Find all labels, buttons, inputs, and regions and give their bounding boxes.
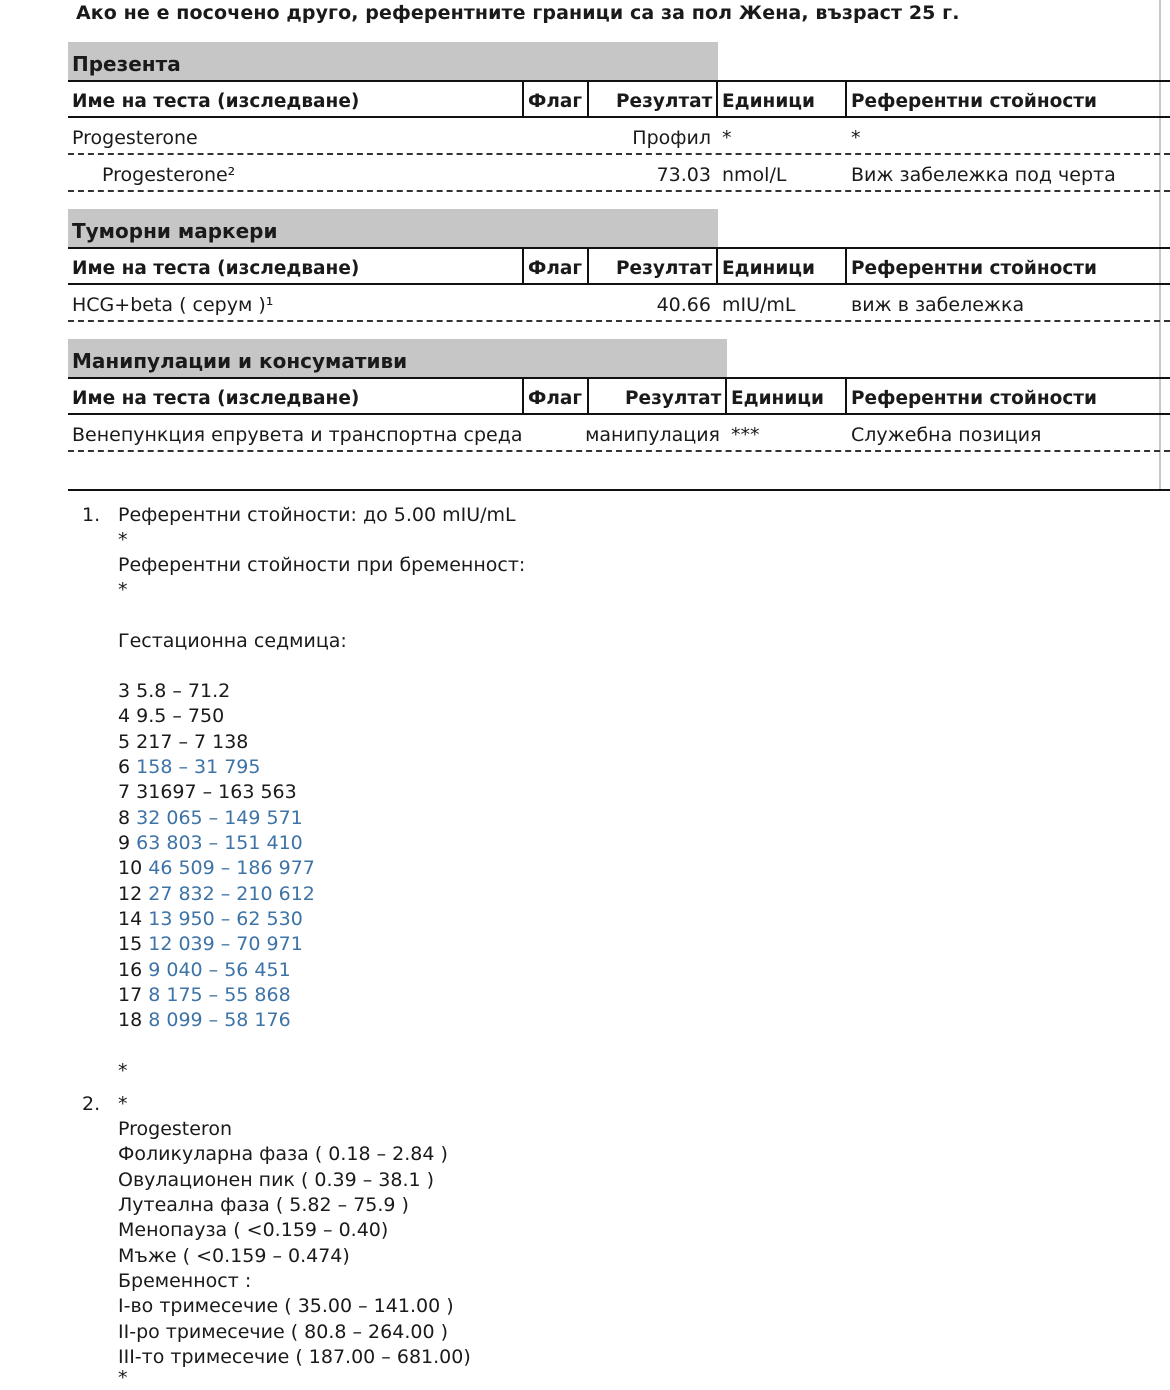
week-number: 18 — [118, 1009, 143, 1031]
section-title: Туморни маркери — [68, 209, 718, 247]
week-row — [118, 832, 303, 854]
col-separator — [587, 379, 589, 413]
test-result: 40.66 — [656, 294, 711, 316]
note-line: Референтни стойности при бременност: — [118, 554, 526, 576]
note-line: III-то тримесечие ( 187.00 – 681.00) — [118, 1346, 471, 1368]
col-ref: Референтни стойности — [851, 258, 1097, 279]
test-units: * — [722, 127, 732, 149]
note-line: * — [118, 1060, 128, 1082]
col-separator — [845, 249, 847, 283]
week-range-link[interactable]: 9 040 – 56 451 — [148, 959, 291, 981]
note-line: * — [118, 579, 128, 601]
week-range-link[interactable]: 8 099 – 58 176 — [148, 1009, 291, 1031]
note-line: Лутеална фаза ( 5.82 – 75.9 ) — [118, 1194, 409, 1216]
col-ref: Референтни стойности — [851, 91, 1097, 112]
week-number: 16 — [118, 959, 143, 981]
note-line: II-ро тримесечие ( 80.8 – 264.00 ) — [118, 1321, 448, 1343]
note-line: Менопауза ( <0.159 – 0.40) — [118, 1219, 389, 1241]
col-separator — [522, 379, 524, 413]
section-presenta — [68, 42, 1170, 192]
week-number: 15 — [118, 933, 143, 955]
test-units: mIU/mL — [722, 294, 796, 316]
col-units: Единици — [722, 258, 815, 279]
week-row — [118, 933, 303, 955]
note-line: * — [118, 1367, 128, 1389]
col-separator — [522, 249, 524, 283]
test-result: 73.03 — [656, 164, 711, 186]
table-row — [68, 415, 1170, 452]
week-range-link[interactable]: 158 – 31 795 — [136, 756, 261, 778]
section-title: Презента — [68, 42, 718, 80]
week-range-link[interactable]: 13 950 – 62 530 — [148, 908, 303, 930]
table-header — [68, 80, 1170, 118]
week-row — [118, 1009, 291, 1031]
col-result: Резултат — [616, 91, 713, 112]
col-name: Име на теста (изследване) — [72, 91, 360, 112]
col-result: Резултат — [616, 258, 713, 279]
week-number: 5 — [118, 731, 131, 753]
week-range-link[interactable]: 63 803 – 151 410 — [136, 832, 303, 854]
note-line: Бременност : — [118, 1270, 252, 1292]
footnote-divider — [68, 489, 1170, 491]
test-name: Progesterone² — [102, 164, 236, 186]
col-result: Резултат — [625, 388, 722, 409]
test-ref: Служебна позиция — [851, 424, 1042, 446]
section-manipulations — [68, 339, 1170, 452]
test-units: nmol/L — [722, 164, 787, 186]
col-separator — [725, 379, 727, 413]
week-row — [118, 807, 303, 829]
week-range: 9.5 – 750 — [136, 705, 225, 727]
note-line: Фоликуларна фаза ( 0.18 – 2.84 ) — [118, 1143, 448, 1165]
week-number: 17 — [118, 984, 143, 1006]
week-number: 7 — [118, 781, 131, 803]
test-ref: * — [851, 127, 861, 149]
week-number: 14 — [118, 908, 143, 930]
col-flag: Флаг — [528, 258, 583, 279]
test-name: Венепункция епрувета и транспортна среда — [72, 424, 523, 446]
week-number: 8 — [118, 807, 131, 829]
test-result: Профил — [632, 127, 711, 149]
col-ref: Референтни стойности — [851, 388, 1097, 409]
test-name: Progesterone — [72, 127, 198, 149]
col-flag: Флаг — [528, 388, 583, 409]
col-units: Единици — [731, 388, 824, 409]
week-row — [118, 908, 303, 930]
week-number: 4 — [118, 705, 131, 727]
table-row — [68, 118, 1170, 155]
week-range-link[interactable]: 27 832 – 210 612 — [148, 883, 315, 905]
week-range: 31697 – 163 563 — [136, 781, 297, 803]
week-number: 10 — [118, 857, 143, 879]
col-separator — [716, 82, 718, 116]
table-header — [68, 377, 1170, 415]
col-separator — [716, 249, 718, 283]
col-separator — [587, 82, 589, 116]
section-tumor-markers — [68, 209, 1170, 322]
footnote-number: 2. — [82, 1093, 101, 1115]
week-range: 217 – 7 138 — [136, 731, 249, 753]
section-title: Манипулации и консумативи — [68, 339, 727, 377]
table-header — [68, 247, 1170, 285]
note-line: Progesteron — [118, 1118, 232, 1140]
col-flag: Флаг — [528, 91, 583, 112]
week-number: 3 — [118, 680, 131, 702]
col-separator — [845, 379, 847, 413]
week-row — [118, 781, 297, 803]
week-range: 5.8 – 71.2 — [136, 680, 231, 702]
week-range-link[interactable]: 46 509 – 186 977 — [148, 857, 315, 879]
col-name: Име на теста (изследване) — [72, 258, 360, 279]
test-ref: виж в забележка — [851, 294, 1025, 316]
col-separator — [587, 249, 589, 283]
week-number: 12 — [118, 883, 143, 905]
reference-notice: Ако не е посочено друго, референтните граници са за пол Жена, възраст 25 г. — [76, 2, 960, 24]
note-line: Мъже ( <0.159 – 0.474) — [118, 1245, 350, 1267]
note-line: * — [118, 1093, 128, 1115]
table-row — [68, 155, 1170, 192]
week-range-link[interactable]: 8 175 – 55 868 — [148, 984, 291, 1006]
week-row — [118, 984, 291, 1006]
col-separator — [845, 82, 847, 116]
week-number: 6 — [118, 756, 131, 778]
week-row — [118, 883, 315, 905]
footnote-number: 1. — [82, 504, 101, 526]
test-ref: Виж забележка под черта — [851, 164, 1116, 186]
week-range-link[interactable]: 32 065 – 149 571 — [136, 807, 303, 829]
week-row — [118, 857, 315, 879]
test-result: манипулация — [585, 424, 720, 446]
note-line: Гестационна седмица: — [118, 630, 347, 652]
week-row — [118, 756, 260, 778]
week-number: 9 — [118, 832, 131, 854]
col-separator — [522, 82, 524, 116]
note-line: I-во тримесечие ( 35.00 – 141.00 ) — [118, 1295, 454, 1317]
week-row — [118, 959, 291, 981]
week-row — [118, 731, 248, 753]
note-line: * — [118, 529, 128, 551]
table-row — [68, 285, 1170, 322]
col-name: Име на теста (изследване) — [72, 388, 360, 409]
note-line: Овулационен пик ( 0.39 – 38.1 ) — [118, 1169, 435, 1191]
test-name: HCG+beta ( серум )¹ — [72, 294, 274, 316]
test-units: *** — [731, 424, 760, 446]
note-line: Референтни стойности: до 5.00 mIU/mL — [118, 504, 516, 526]
col-units: Единици — [722, 91, 815, 112]
week-range-link[interactable]: 12 039 – 70 971 — [148, 933, 303, 955]
week-row — [118, 705, 224, 727]
week-row — [118, 680, 230, 702]
